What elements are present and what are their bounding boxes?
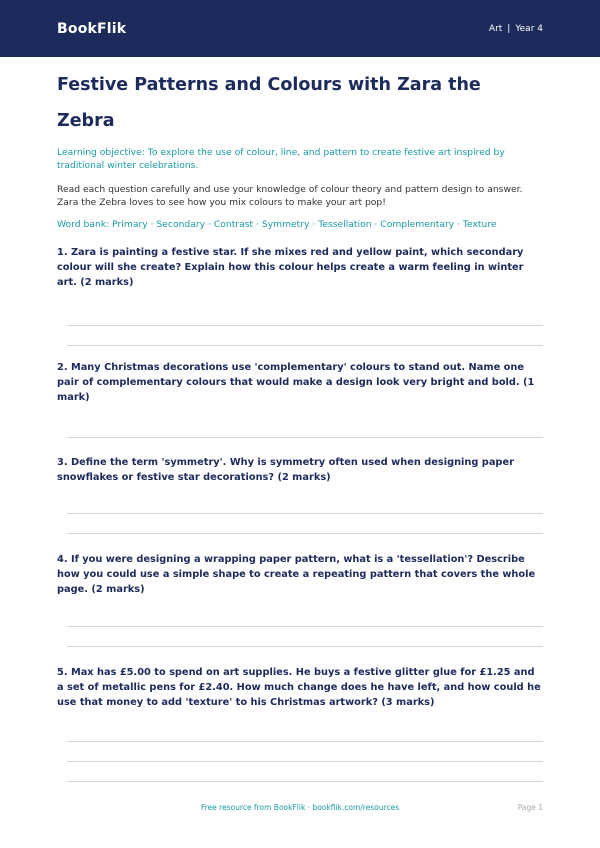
page-title: Festive Patterns and Colours with Zara the Zebra [57, 75, 481, 131]
question-text: 1. Zara is painting a festive star. If she mixes red and yellow paint, which secondary colour will she create? Explain how this colour helps create a warm feeling in winter art. (2 marks) [57, 247, 524, 288]
meta-separator: | [507, 23, 511, 34]
footer-resource-link[interactable]: Free resource from BookFlik · bookflik.com/resources [200, 803, 400, 812]
question-block-1 [57, 245, 543, 346]
year-label: Year 4 [515, 23, 543, 34]
answer-lines [67, 741, 543, 782]
answer-line[interactable] [67, 345, 543, 346]
question-block-2 [57, 360, 543, 438]
answer-line[interactable] [67, 741, 543, 742]
question-block-3 [57, 455, 543, 534]
question-text: 5. Max has £5.00 to spend on art supplies. He buys a festive glitter glue for £1.25 and a set of metallic pens for £2.40. How much change does he have left, and how could he use that money to add 'texture' to his Christmas artwork? (3 marks) [57, 667, 541, 708]
answer-lines [67, 626, 543, 647]
page-footer [0, 800, 600, 814]
question-text: 4. If you were designing a wrapping paper pattern, what is a 'tessellation'? Describe how you could use a simple shape to create a repeating pattern that covers the whole page. (2 marks) [57, 554, 536, 595]
answer-lines [67, 437, 543, 438]
learning-objective: Learning objective: To explore the use of colour, line, and pattern to create festive art inspired by traditional winter celebrations. [57, 147, 505, 171]
question-text: 2. Many Christmas decorations use 'complementary' colours to stand out. Name one pair of complementary colours that would make a design look very bright and bold. (1 mark) [57, 362, 535, 403]
subject-label: Art [488, 23, 503, 34]
answer-line[interactable] [67, 533, 543, 534]
word-bank: Word bank: Primary · Secondary · Contrast · Symmetry · Tessellation · Complementary · Texture [57, 219, 497, 230]
brand-logo: BookFlik [57, 20, 127, 37]
worksheet-body [0, 67, 600, 782]
answer-line[interactable] [67, 761, 543, 762]
answer-line[interactable] [67, 646, 543, 647]
answer-line[interactable] [67, 513, 543, 514]
answer-line[interactable] [67, 626, 543, 627]
answer-lines [67, 325, 543, 346]
question-text: 3. Define the term 'symmetry'. Why is symmetry often used when designing paper snowflakes or festive star decorations? (2 marks) [57, 457, 514, 483]
answer-line[interactable] [67, 437, 543, 438]
question-block-5 [57, 665, 543, 782]
answer-line[interactable] [67, 325, 543, 326]
subject-year [489, 24, 543, 34]
answer-lines [67, 513, 543, 534]
page-header [0, 0, 600, 57]
page-number: Page 1 [517, 803, 543, 812]
question-block-4 [57, 552, 543, 647]
instructions: Read each question carefully and use your knowledge of colour theory and pattern design to answer. Zara the Zebra loves to see how you mix colours to make your art pop! [57, 184, 523, 208]
answer-line[interactable] [67, 781, 543, 782]
